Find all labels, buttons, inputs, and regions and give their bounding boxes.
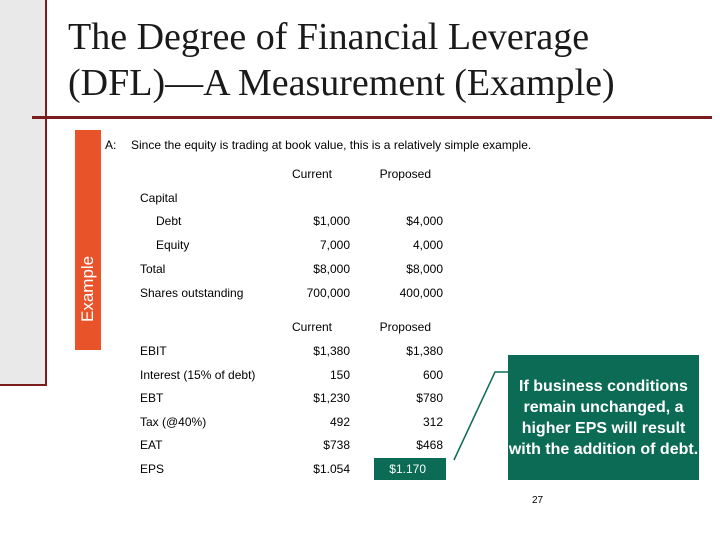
- table2-row-ebt-proposed: $780: [416, 391, 443, 405]
- table2-row-ebt-current: $1,230: [313, 391, 350, 405]
- table1-row-debt-proposed: $4,000: [406, 214, 443, 228]
- table2-row-ebit-proposed: $1,380: [406, 344, 443, 358]
- table2-row-ebit-current: $1,380: [313, 344, 350, 358]
- page-number: 27: [532, 495, 544, 506]
- table2-row-ebit-label: EBIT: [140, 344, 167, 358]
- table2-row-interest-proposed: 600: [422, 368, 443, 382]
- table1-header-current: Current: [291, 167, 332, 181]
- table2-row-tax-proposed: 312: [422, 415, 443, 429]
- table2-row-eat-current: $738: [323, 438, 350, 452]
- table2-row-interest-label: Interest (15% of debt): [140, 368, 256, 382]
- table2-row-tax-label: Tax (@40%): [140, 415, 207, 429]
- table2-row-eat-proposed: $468: [416, 438, 443, 452]
- intro-label: A:: [105, 138, 117, 152]
- table1-row-debt-current: $1,000: [313, 214, 350, 228]
- table1-row-shares-proposed: 400,000: [399, 286, 443, 300]
- table2-row-tax-current: 492: [329, 415, 350, 429]
- table1-row-total-label: Total: [140, 262, 166, 276]
- table1-row-shares-label: Shares outstanding: [140, 286, 244, 300]
- table2-header-current: Current: [291, 320, 332, 334]
- table1-row-equity-current: 7,000: [319, 238, 350, 252]
- callout-text: If business conditions remain unchanged, a higher EPS will result with the addition of debt.: [508, 377, 699, 458]
- table2-row-eps-proposed-highlight: $1.170: [374, 458, 446, 480]
- table2-row-eps-current: $1.054: [313, 462, 350, 476]
- table2-row-eps-label: EPS: [140, 462, 165, 476]
- table1-header-proposed: Proposed: [379, 167, 431, 181]
- callout-box: [508, 355, 699, 480]
- example-side-label: Example: [78, 255, 97, 322]
- table1-row-total-current: $8,000: [313, 262, 350, 276]
- table2-header-proposed: Proposed: [379, 320, 431, 334]
- table1-row-equity-label: Equity: [156, 238, 190, 252]
- title-line-2: (DFL)—A Measurement (Example): [68, 62, 615, 104]
- table1-row-total-proposed: $8,000: [406, 262, 443, 276]
- table1-section-capital: Capital: [140, 191, 178, 205]
- intro-text: Since the equity is trading at book value, this is a relatively simple example.: [131, 138, 532, 152]
- table1-row-debt-label: Debt: [156, 214, 182, 228]
- title-line-1: The Degree of Financial Leverage: [68, 16, 590, 58]
- table1-row-shares-current: 700,000: [306, 286, 350, 300]
- table2-row-ebt-label: EBT: [140, 391, 164, 405]
- table1-row-equity-proposed: 4,000: [412, 238, 443, 252]
- table2-row-eat-label: EAT: [140, 438, 163, 452]
- table2-row-interest-current: 150: [329, 368, 350, 382]
